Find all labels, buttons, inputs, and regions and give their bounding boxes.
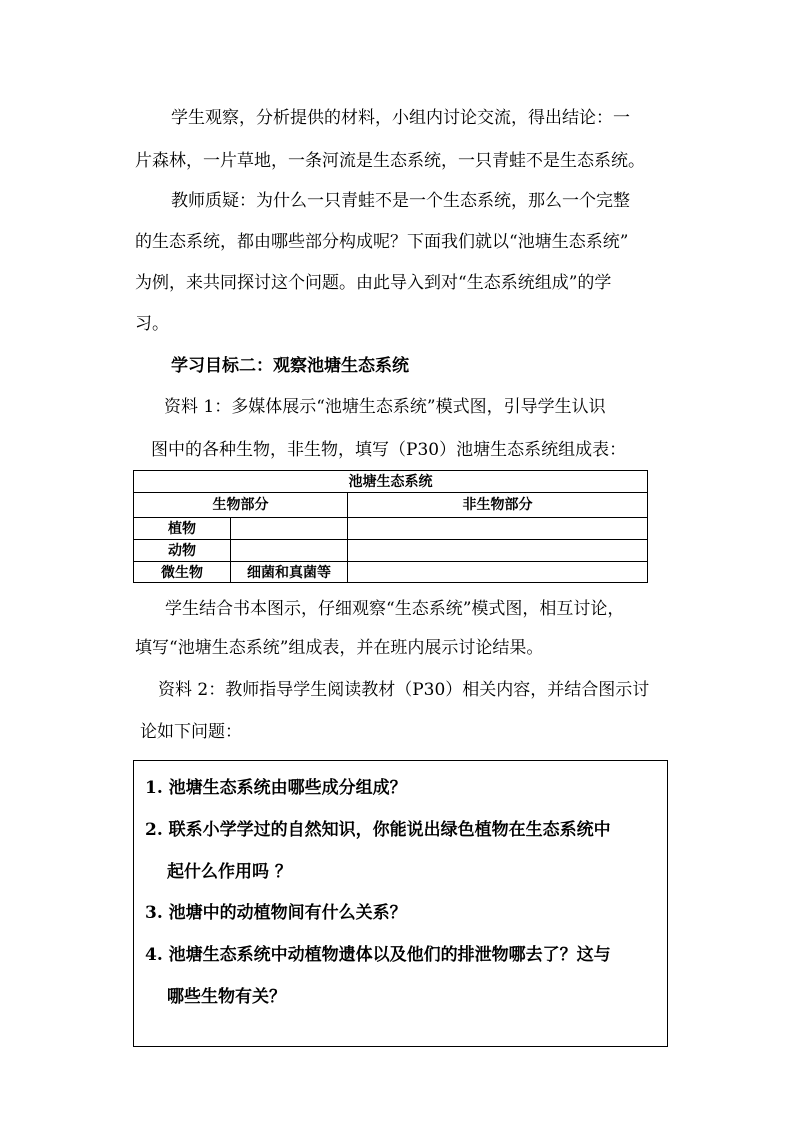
question-1: 1. 池塘生态系统由哪些成分组成？ xyxy=(145,778,407,798)
paragraph2-line2: 的生态系统，都由哪些部分构成呢？下面我们就以“池塘生态系统” xyxy=(135,232,629,252)
table-bio-header: 生物部分 xyxy=(212,497,269,513)
material2-line1: 资料 2：教师指导学生阅读教材（P30）相关内容，并结合图示讨 xyxy=(158,680,650,700)
paragraph2-line4: 习。 xyxy=(135,314,169,334)
table-row-label: 植物 xyxy=(168,521,196,537)
question-4-continued: 哪些生物有关？ xyxy=(167,987,286,1007)
pond-ecosystem-table xyxy=(133,470,648,583)
material1-line1: 资料 1：多媒体展示“池塘生态系统”模式图，引导学生认识 xyxy=(164,397,606,417)
material1-line2: 图中的各种生物，非生物，填写（P30）池塘生态系统组成表： xyxy=(151,440,627,460)
material2-line2: 论如下问题： xyxy=(140,722,242,742)
question-3: 3. 池塘中的动植物间有什么关系？ xyxy=(145,903,407,923)
table-nonbio-header: 非生物部分 xyxy=(462,497,533,513)
paragraph3-line1: 学生结合书本图示，仔细观察“生态系统”模式图，相互讨论， xyxy=(165,599,625,619)
table-title: 池塘生态系统 xyxy=(348,474,433,490)
paragraph3-line2: 填写“池塘生态系统”组成表，并在班内展示讨论结果。 xyxy=(135,638,544,658)
question-2: 2. 联系小学学过的自然知识，你能说出绿色植物在生态系统中 xyxy=(145,820,611,840)
question-4: 4. 池塘生态系统中动植物遗体以及他们的排泄物哪去了？这与 xyxy=(145,945,611,965)
paragraph2-line3: 为例，来共同探讨这个问题。由此导入到对“生态系统组成”的学 xyxy=(135,273,612,293)
table-row-label: 微生物 xyxy=(161,565,203,581)
paragraph2-line1: 教师质疑：为什么一只青蛙不是一个生态系统，那么一个完整 xyxy=(171,191,630,211)
section-heading: 学习目标二：观察池塘生态系统 xyxy=(171,356,409,376)
paragraph1-line1: 学生观察，分析提供的材料，小组内讨论交流，得出结论：一 xyxy=(171,108,630,128)
table-row-label: 动物 xyxy=(168,543,196,559)
question-2-continued: 起什么作用吗 ？ xyxy=(167,862,292,882)
table-row-value: 细菌和真菌等 xyxy=(247,565,331,581)
paragraph1-line2: 片森林，一片草地，一条河流是生态系统，一只青蛙不是生态系统。 xyxy=(135,151,645,171)
